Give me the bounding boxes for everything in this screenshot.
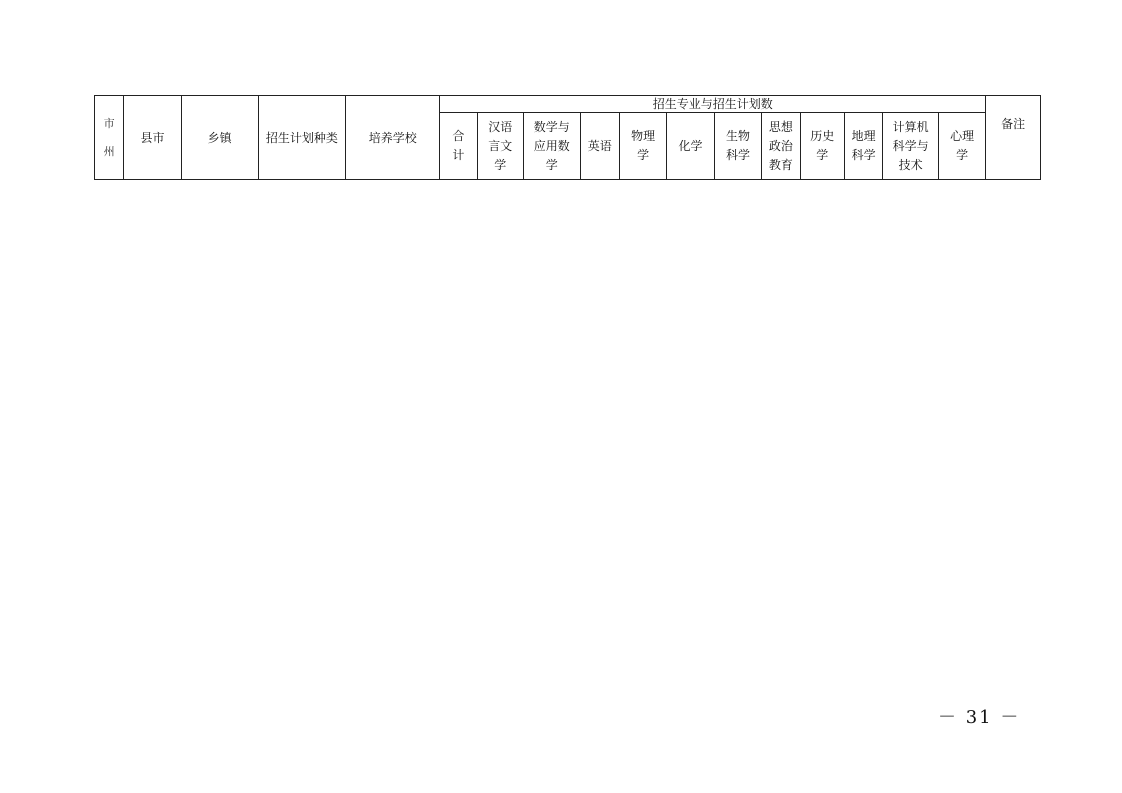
header-plan-type: 招生计划种类: [258, 96, 346, 180]
header-major-9: 地理 科学: [844, 113, 882, 180]
page-number: － 31 －: [938, 707, 1021, 728]
header-major-2: 数学与 应用数 学: [524, 113, 581, 180]
header-major-0: 合 计: [440, 113, 477, 180]
header-majors-group: 招生专业与招生计划数: [440, 96, 986, 113]
header-major-8: 历史 学: [800, 113, 844, 180]
header-city: 市 州: [95, 96, 124, 180]
enrollment-plan-table: [94, 95, 1041, 180]
header-major-3: 英语: [580, 113, 619, 180]
header-major-10: 计算机 科学与 技术: [883, 113, 939, 180]
header-major-4: 物理 学: [619, 113, 666, 180]
header-major-5: 化学: [667, 113, 714, 180]
header-major-7: 思想 政治 教育: [762, 113, 800, 180]
header-county: 县市: [124, 96, 182, 180]
header-major-11: 心理 学: [938, 113, 986, 180]
header-major-1: 汉语 言文 学: [477, 113, 523, 180]
header-remarks: 备注: [986, 96, 1041, 180]
header-town: 乡镇: [181, 96, 258, 180]
header-major-6: 生物 科学: [714, 113, 761, 180]
header-school: 培养学校: [346, 96, 440, 180]
